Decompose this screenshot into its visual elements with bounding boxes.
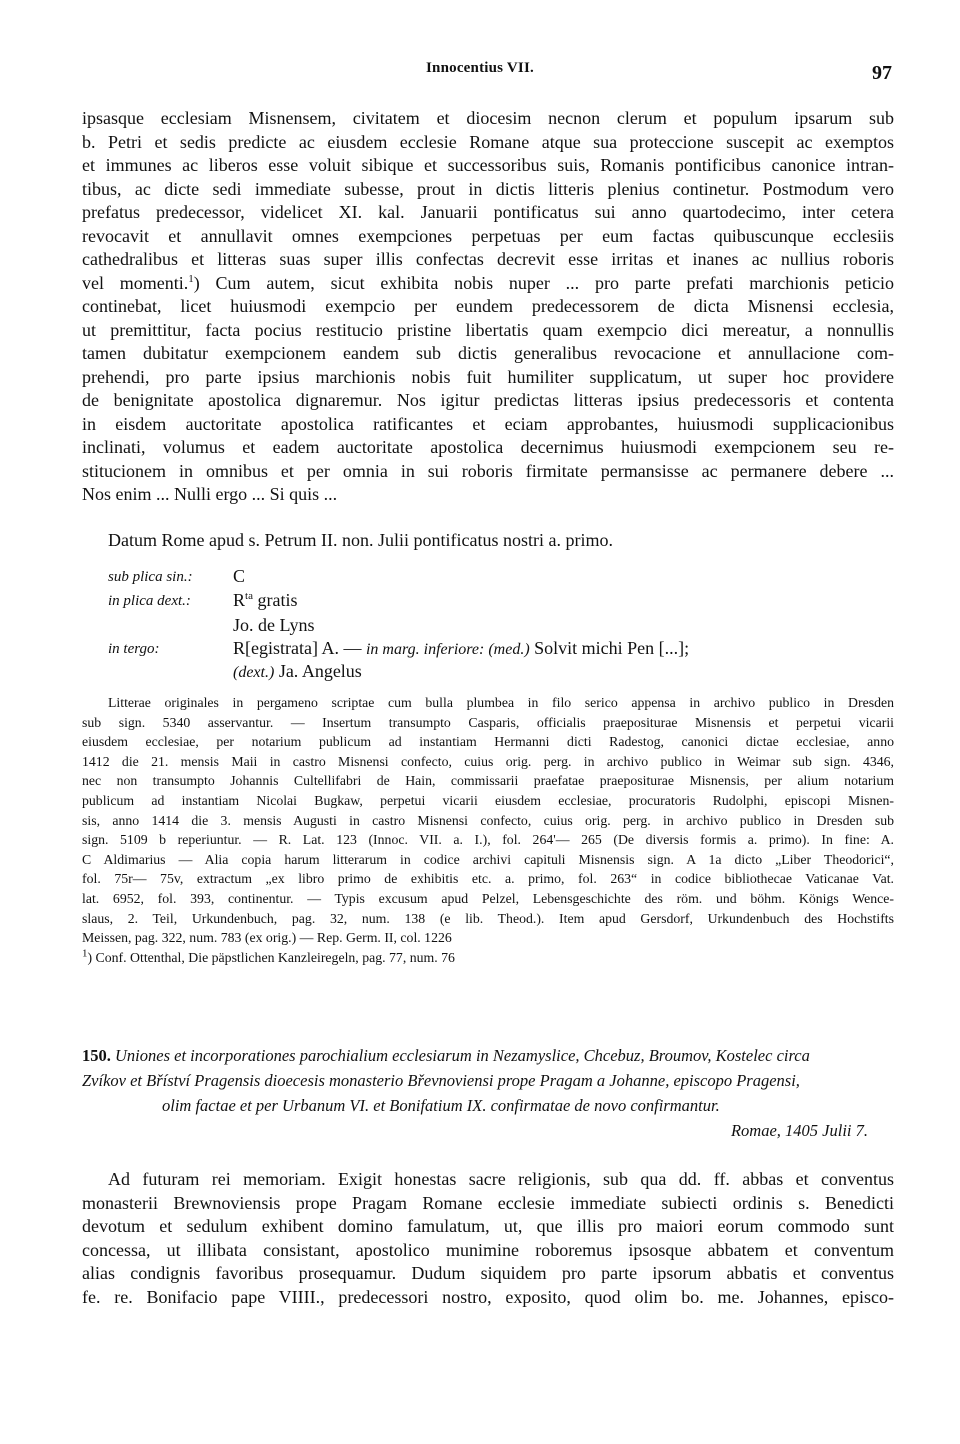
note-line: eiusdem ecclesiae, per notarium publicum ad instantiam Hermanni dicti Radestog, canonici dictae ecclesiae, anno <box>82 734 894 750</box>
value-part: R <box>233 590 246 610</box>
text-line: tamen dubitatur exempcionem eandem sub dictis generalibus revocacione et annullacione com- <box>82 343 894 363</box>
tergo-line-2 <box>233 661 362 682</box>
note-line: publicum ad instantiam Nicolai Bugkaw, perpetui vicarii eiusdem ecclesiae, procuratoris Rudolphi, episcopi Misnen- <box>82 792 894 808</box>
editorial-notes <box>82 693 894 967</box>
in-plica-label: in plica dext.: <box>108 593 191 609</box>
in-tergo-label: in tergo: <box>108 641 160 657</box>
entry-heading <box>82 1043 894 1143</box>
value-italic: in marg. inferiore: (med.) <box>365 641 530 658</box>
text-line: prehendi, pro parte ipsius marchionis nobis fuit humiliter supplicatum, ut super hoc providere <box>82 366 894 387</box>
sub-plica-value: C <box>233 566 246 586</box>
sub-plica-label: sub plica sin.: <box>108 569 193 585</box>
note-line: lat. 6952, fol. 393, continentur. — Typis excusum apud Pelzel, Lebensgeschichte des röm. und böhm. Königs Wence- <box>82 890 894 906</box>
text-line: ut premittitur, facta pocius restitucio pristine libertatis quam exempcio dici mereatur, a nonnullis <box>82 319 894 340</box>
note-line: nec non transumpto Johannis Cultellifabri de Hain, commissarii praefatae praepositurae Misnensis, per alium notarium <box>82 773 894 789</box>
note-line: fol. 75r— 75v, extractum „ex libro primo de exhibitis etc. a. primo, fol. 263“ in codice bibliothecae Vaticanae Vat. <box>82 871 894 887</box>
text-line: tibus, ac dicte sedi immediate subesse, prout in dictis litteris plenius continetur. Postmodum vero <box>82 178 894 199</box>
footnote <box>82 948 894 968</box>
in-plica-value <box>233 590 297 611</box>
note-line: C Aldimarius — Alia copia harum litterarum in codice archivi capituli Misnensis sign. A 1a dicto „Liber Theodorici“, <box>82 851 894 867</box>
text-line: Ad futuram rei memoriam. Exigit honestas sacre religionis, sub qua dd. ff. abbas et conventus <box>108 1169 894 1189</box>
text-line: stitucionem in omnibus et per omnia in sui roboris firmitate permansisse ac permanere debere ... <box>82 460 894 481</box>
note-line: sis, anno 1414 die 3. mensis Augusti in castro Misnensi confecto, cuius orig. perg. in archivo publico in Dresden sub <box>82 812 894 828</box>
value-italic: (dext.) <box>233 664 275 681</box>
text-fragment: vel momenti. <box>82 272 189 293</box>
footnote-text: ) Conf. Ottenthal, Die päpstlichen Kanzleiregeln, pag. 77, num. 76 <box>87 949 455 965</box>
text-line: ipsasque ecclesiam Misnensem, civitatem et diocesim necnon clerum et populum ipsarum sub <box>82 108 894 128</box>
value-part: gratis <box>252 590 298 610</box>
note-line: Litterae originales in pergameno scriptae cum bulla plumbea in filo serico appensa in archivo publico in Dresden <box>108 695 894 710</box>
text-line: de benignitate apostolica dignaremur. Nos igitur predictas litteras ipsius predecessoris et contenta <box>82 390 894 410</box>
entry-number: 150. <box>82 1046 111 1065</box>
note-line: sub sign. 5340 asservantur. — Insertum transumpto Casparis, officialis praepositurae Misnensis et perpetui vicarii <box>82 714 894 730</box>
text-line: in eisdem auctoritate apostolica ratificantes et eciam approbantes, huiusmodi supplicacionibus <box>82 413 894 434</box>
text-line: cathedralibus et litteras suas super illis confectas decrevit esse irritas et inanes ac nullius roboris <box>82 249 894 269</box>
heading-line: olim factae et per Urbanum VI. et Bonifatium IX. confirmatae de novo confirmantur. <box>162 1096 720 1115</box>
text-line: Nos enim ... Nulli ergo ... Si quis ... <box>82 484 338 504</box>
heading-line: Zvíkov et Bříství Pragensis dioecesis monasterio Břevnoviensi prope Pragam a Johanne, episcopo Pragensi, <box>82 1071 800 1090</box>
text-line: continebat, licet huiusmodi exempcio per eundem predecessorem de dicta Misnensi ecclesia, <box>82 296 894 316</box>
heading-text: Uniones et incorporationes parochialium ecclesiarum in Nezamyslice, Chcebuz, Broumov, Kostelec circa <box>115 1046 810 1065</box>
text-line: prefatus predecessor, videlicet XI. kal. Januarii pontificatus sui anno quartodecimo, inter cetera <box>82 202 894 222</box>
note-line: sign. 5109 b reperiuntur. — R. Lat. 123 (Innoc. VII. a. I.), fol. 264'— 265 (De diversis formis a. primo). In fine: A. <box>82 832 894 848</box>
running-title: Innocentius VII. <box>426 60 534 76</box>
text-line: devotum et sedulum exhibent domino famulatum, ut, que illis pro maiori eorum commodo sunt <box>82 1216 894 1236</box>
value-part: R[egistrata] A. — <box>233 638 366 658</box>
footnote-ref: 1 <box>188 272 194 285</box>
main-document-text <box>82 1168 894 1309</box>
note-line: slaus, 2. Teil, Urkundenbuch, pag. 32, num. 138 (e lib. Theod.). Item apud Gersdorf, Urkundenbuch des Hochstifts <box>82 910 894 926</box>
note-line: 1412 die 21. mensis Maii in castro Misnensi confecto, cuius orig. perg. in archivo publico in Weimar sub sign. 4346, <box>82 753 894 769</box>
continued-document-text <box>82 107 894 507</box>
text-line-with-footnote <box>82 272 894 296</box>
text-fragment: ) Cum autem, sicut exhibita nobis nuper ... pro parte prefati marchionis peticio <box>193 272 894 293</box>
note-line: Meissen, pag. 322, num. 783 (ex orig.) — Rep. Germ. II, col. 1226 <box>82 930 452 946</box>
value-part: Ja. Angelus <box>274 661 362 681</box>
text-line: concessa, ut illibata consistant, apostolico munimine roboremus ipsosque abbatem et conventum <box>82 1239 894 1260</box>
text-line: b. Petri et sedis predicte ac eiusdem ecclesie Romane atque sua proteccione suscepit ac exemptos <box>82 131 894 152</box>
value-part: Solvit michi Pen [...]; <box>529 638 690 658</box>
footnote-marker: 1 <box>82 947 88 960</box>
text-line: revocavit et annullavit omnes exempciones perpetuas per eum factas quibuscunque ecclesiis <box>82 225 894 246</box>
text-line: fe. re. Bonifacio pape VIIII., predecessori nostro, exposito, quod olim bo. me. Johannes, episco- <box>82 1286 894 1307</box>
heading-line <box>82 1043 894 1068</box>
text-line: inclinati, volumus et eadem auctoritate apostolica decernimus huiusmodi exempcionem seu re- <box>82 437 894 457</box>
text-line: et immunes ac liberos esse voluit sibique et successoribus suis, Romanis pontificibus canonice intran- <box>82 155 894 175</box>
value-superscript: ta <box>245 590 253 602</box>
page-number: 97 <box>872 62 892 84</box>
entry-date: Romae, 1405 Julii 7. <box>730 1121 868 1140</box>
datum-line: Datum Rome apud s. Petrum II. non. Julii pontificatus nostri a. primo. <box>108 530 613 550</box>
jo-de-lyns: Jo. de Lyns <box>233 615 315 635</box>
tergo-line-1 <box>233 638 689 659</box>
text-line: alias condignis favoribus prosequamur. Dudum siquidem pro parte ipsorum abbatis et conventus <box>82 1263 894 1283</box>
running-head <box>0 60 960 82</box>
text-line: monasterii Brewnoviensis prope Pragam Romane ecclesie immediate subiecti ordinis s. Benedicti <box>82 1192 894 1213</box>
